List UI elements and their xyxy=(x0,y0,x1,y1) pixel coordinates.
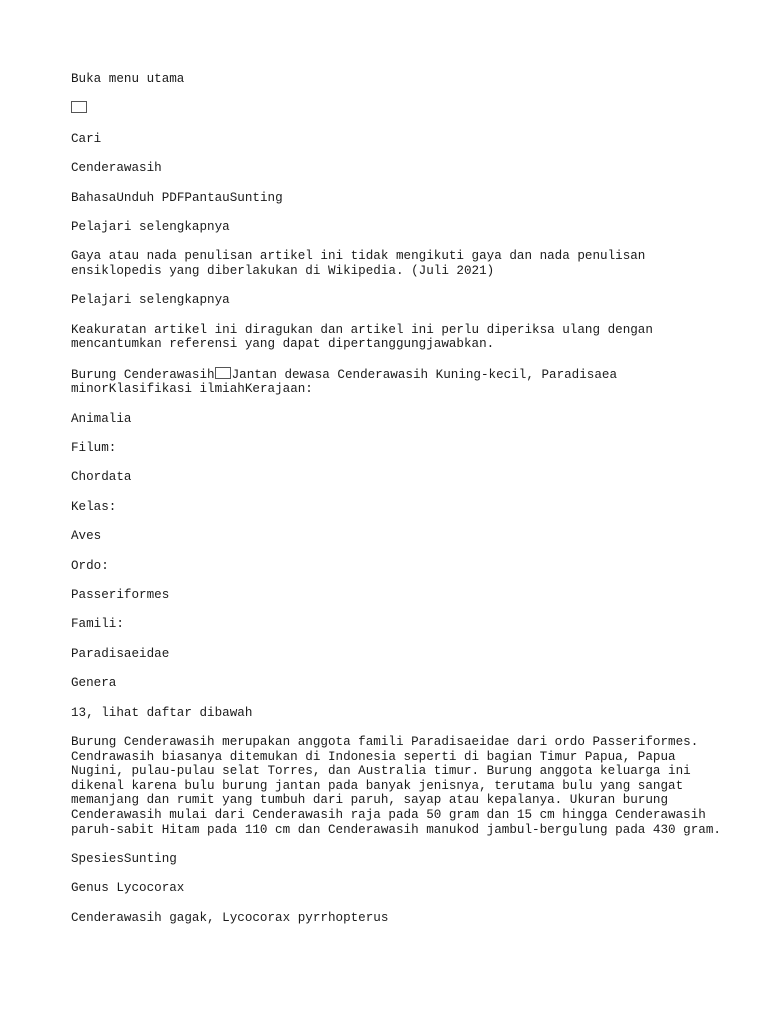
watch-button[interactable]: Pantau xyxy=(184,190,230,205)
page-title: Cenderawasih xyxy=(71,161,162,176)
class-label: Kelas: xyxy=(71,499,117,514)
image-placeholder-icon xyxy=(215,367,231,379)
intro-paragraph: Burung Cenderawasih merupakan anggota famili Paradisaeidae dari ordo Passeriformes. Cendrawasih biasanya ditemukan di Indonesia seperti di bagian Timur Papua, Papua Nugini, pulau-pulau selat Torres, dan Australia timur. Burung anggota keluarga ini dikenal karena bulu burung jantan pada banyak jenisnya, terutama bulu yang sangat memanjang dan rumit yang tumbuh dari paruh, sayap atau kepalanya. Ukuran burung Cenderawasih mulai dari Cenderawasih raja pada 50 gram dan 15 cm hingga Cenderawasih paruh-sabit Hitam pada 110 cm dan Cenderawasih manukod jambul-bergulung pada 430 gram. xyxy=(71,734,721,837)
genus-heading: Genus Lycocorax xyxy=(71,881,185,896)
main-menu-link[interactable]: Buka menu utama xyxy=(71,72,185,86)
class-value[interactable]: Aves xyxy=(71,529,102,544)
style-notice-text: Gaya atau nada penulisan artikel ini tidak mengikuti gaya dan nada penulisan ensiklopedis yang diberlakukan di Wikipedia. (Juli 2021) xyxy=(71,249,653,278)
accuracy-notice-text: Keakuratan artikel ini diragukan dan artikel ini perlu diperiksa ulang dengan mencantumkan referensi yang dapat dipertanggungjawabkan. xyxy=(71,322,661,352)
phylum-value[interactable]: Chordata xyxy=(71,470,132,485)
phylum-label: Filum: xyxy=(71,441,117,456)
unknown-glyph-icon xyxy=(71,101,87,113)
search-link[interactable]: Cari xyxy=(71,131,102,146)
family-label: Famili: xyxy=(71,617,124,632)
section-edit-link[interactable]: Sunting xyxy=(123,851,177,866)
edit-button[interactable]: Sunting xyxy=(229,190,283,205)
learn-more-link-accuracy[interactable]: Pelajari selengkapnya xyxy=(71,293,230,308)
order-value[interactable]: Passeriformes xyxy=(71,588,170,603)
kingdom-value[interactable]: Animalia xyxy=(71,411,132,426)
infobox-caption: Jantan dewasa Cenderawasih Kuning-kecil, Paradisaea minor xyxy=(71,367,625,397)
section-heading-row xyxy=(71,852,731,867)
section-heading: Spesies xyxy=(71,851,124,866)
page-actions xyxy=(71,191,731,206)
infobox-header xyxy=(71,367,731,397)
infobox-title: Burung Cenderawasih xyxy=(71,367,215,382)
language-button[interactable]: Bahasa xyxy=(71,190,117,205)
genera-value: 13, lihat daftar dibawah xyxy=(71,705,253,720)
species-item: Cenderawasih gagak, Lycocorax pyrrhopterus xyxy=(71,910,389,925)
learn-more-link-style[interactable]: Pelajari selengkapnya xyxy=(71,219,230,234)
order-label: Ordo: xyxy=(71,558,109,573)
download-pdf-button[interactable]: Unduh PDF xyxy=(116,190,185,205)
classification-heading: Klasifikasi ilmiah xyxy=(108,382,245,397)
article-page xyxy=(71,72,731,940)
genera-label: Genera xyxy=(71,676,117,691)
kingdom-label: Kerajaan: xyxy=(244,382,313,397)
family-value[interactable]: Paradisaeidae xyxy=(71,646,170,661)
